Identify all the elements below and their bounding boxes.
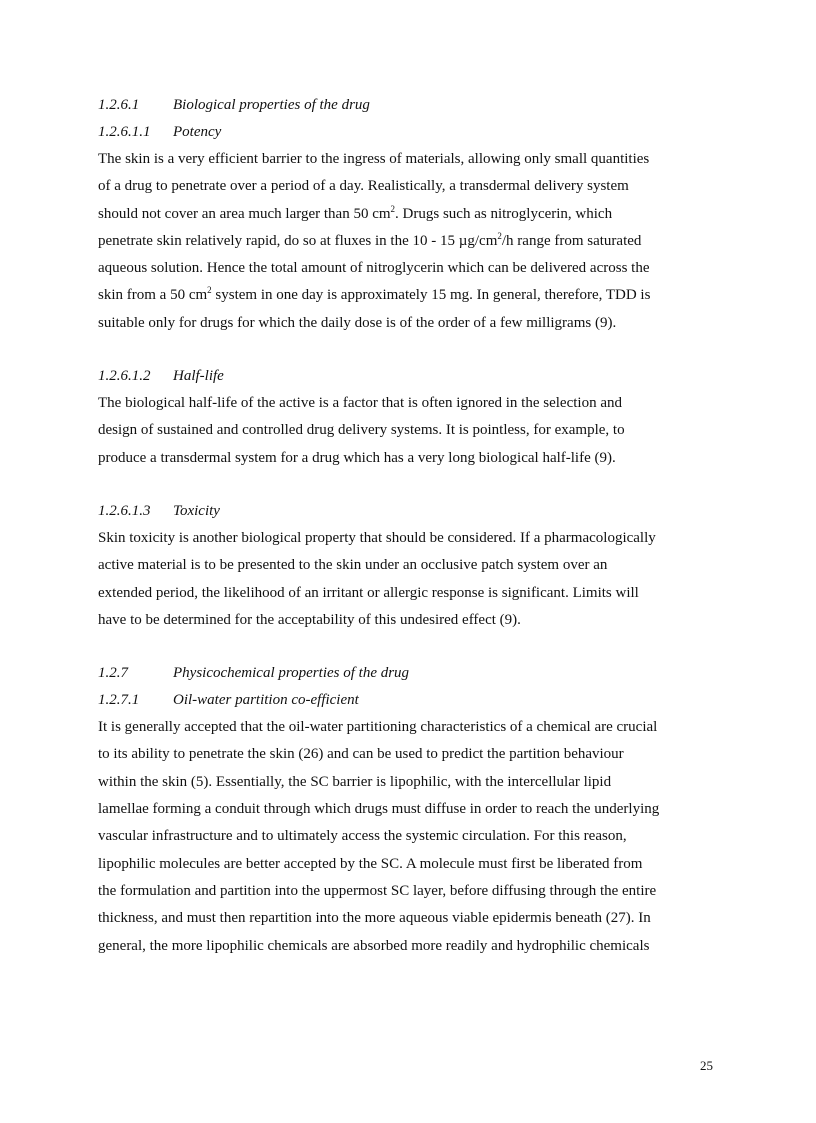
text-line: The biological half-life of the active is a factor that is often ignored in the selection and [98, 395, 622, 412]
section-heading-toxicity [98, 498, 718, 525]
paragraph-partition [98, 714, 718, 960]
text-line: active material is to be presented to the skin under an occlusive patch system over an [98, 557, 608, 574]
section-number: 1.2.7.1 [98, 692, 140, 709]
text-run: system in one day is approximately 15 mg. In general, therefore, TDD is [211, 287, 651, 304]
section-title: Toxicity [173, 502, 220, 519]
section-title: Physicochemical properties of the drug [173, 665, 410, 682]
text-line: thickness, and must then repartition into the more aqueous viable epidermis beneath (27). In [98, 910, 651, 927]
text-run: . Drugs such as nitroglycerin, which [395, 205, 613, 222]
section-title: Biological properties of the drug [173, 97, 370, 113]
text-line: produce a transdermal system for a drug which has a very long biological half-life (9). [98, 449, 616, 466]
text-line: aqueous solution. Hence the total amount of nitroglycerin which can be delivered across the [98, 260, 650, 277]
section-heading-1-2-7 [98, 660, 718, 687]
document-page [98, 92, 718, 960]
text-line: extended period, the likelihood of an irritant or allergic response is significant. Limits will [98, 584, 639, 601]
text-run: skin from a 50 cm [98, 287, 208, 304]
text-line: Skin toxicity is another biological property that should be considered. If a pharmacologically [98, 529, 656, 546]
section-number: 1.2.7 [98, 665, 128, 682]
text-line: lipophilic molecules are better accepted by the SC. A molecule must first be liberated from [98, 855, 643, 872]
text-run: should not cover an area much larger than 50 cm [98, 205, 391, 222]
section-number: 1.2.6.1.3 [98, 502, 151, 519]
section-heading-potency [98, 119, 718, 146]
text-line: of a drug to penetrate over a period of a day. Realistically, a transdermal delivery system [98, 178, 629, 195]
section-title: Potency [173, 124, 222, 140]
page-number: 25 [700, 1058, 713, 1073]
text-run: /h range from saturated [501, 232, 642, 249]
section-number: 1.2.6.1.2 [98, 368, 151, 385]
text-line: lamellae forming a conduit through which drugs must diffuse in order to reach the underlying [98, 801, 660, 818]
text-line [98, 201, 718, 228]
section-number: 1.2.6.1 [98, 97, 140, 113]
text-line: have to be determined for the acceptability of this undesired effect (9). [98, 611, 521, 628]
text-line: the formulation and partition into the uppermost SC layer, before diffusing through the entire [98, 882, 657, 899]
paragraph-toxicity [98, 525, 718, 634]
text-line [98, 228, 718, 255]
text-line [98, 282, 718, 309]
section-heading-1-2-6-1 [98, 92, 718, 119]
text-line: suitable only for drugs for which the daily dose is of the order of a few milligrams (9). [98, 314, 617, 331]
section-title: Oil-water partition co-efficient [173, 692, 359, 709]
text-line: vascular infrastructure and to ultimately access the systemic circulation. For this reason, [98, 828, 627, 845]
superscript: 2 [207, 285, 212, 296]
section-number: 1.2.6.1.1 [98, 124, 151, 140]
paragraph-potency [98, 146, 718, 337]
text-line: It is generally accepted that the oil-water partitioning characteristics of a chemical are crucial [98, 719, 658, 736]
section-heading-half-life [98, 363, 718, 390]
section-heading-partition [98, 687, 718, 714]
text-line: within the skin (5). Essentially, the SC barrier is lipophilic, with the intercellular lipid [98, 773, 612, 790]
text-line: to its ability to penetrate the skin (26) and can be used to predict the partition behaviour [98, 746, 624, 763]
superscript: 2 [497, 230, 502, 241]
text-run: penetrate skin relatively rapid, do so at fluxes in the 10 - 15 µg/cm [98, 232, 498, 249]
section-title: Half-life [173, 368, 224, 385]
paragraph-half-life [98, 390, 718, 472]
superscript: 2 [390, 203, 396, 214]
text-line: The skin is a very efficient barrier to the ingress of materials, allowing only small quantities [98, 151, 650, 167]
text-line: general, the more lipophilic chemicals are absorbed more readily and hydrophilic chemicals [98, 937, 650, 954]
text-line: design of sustained and controlled drug delivery systems. It is pointless, for example, to [98, 422, 625, 439]
